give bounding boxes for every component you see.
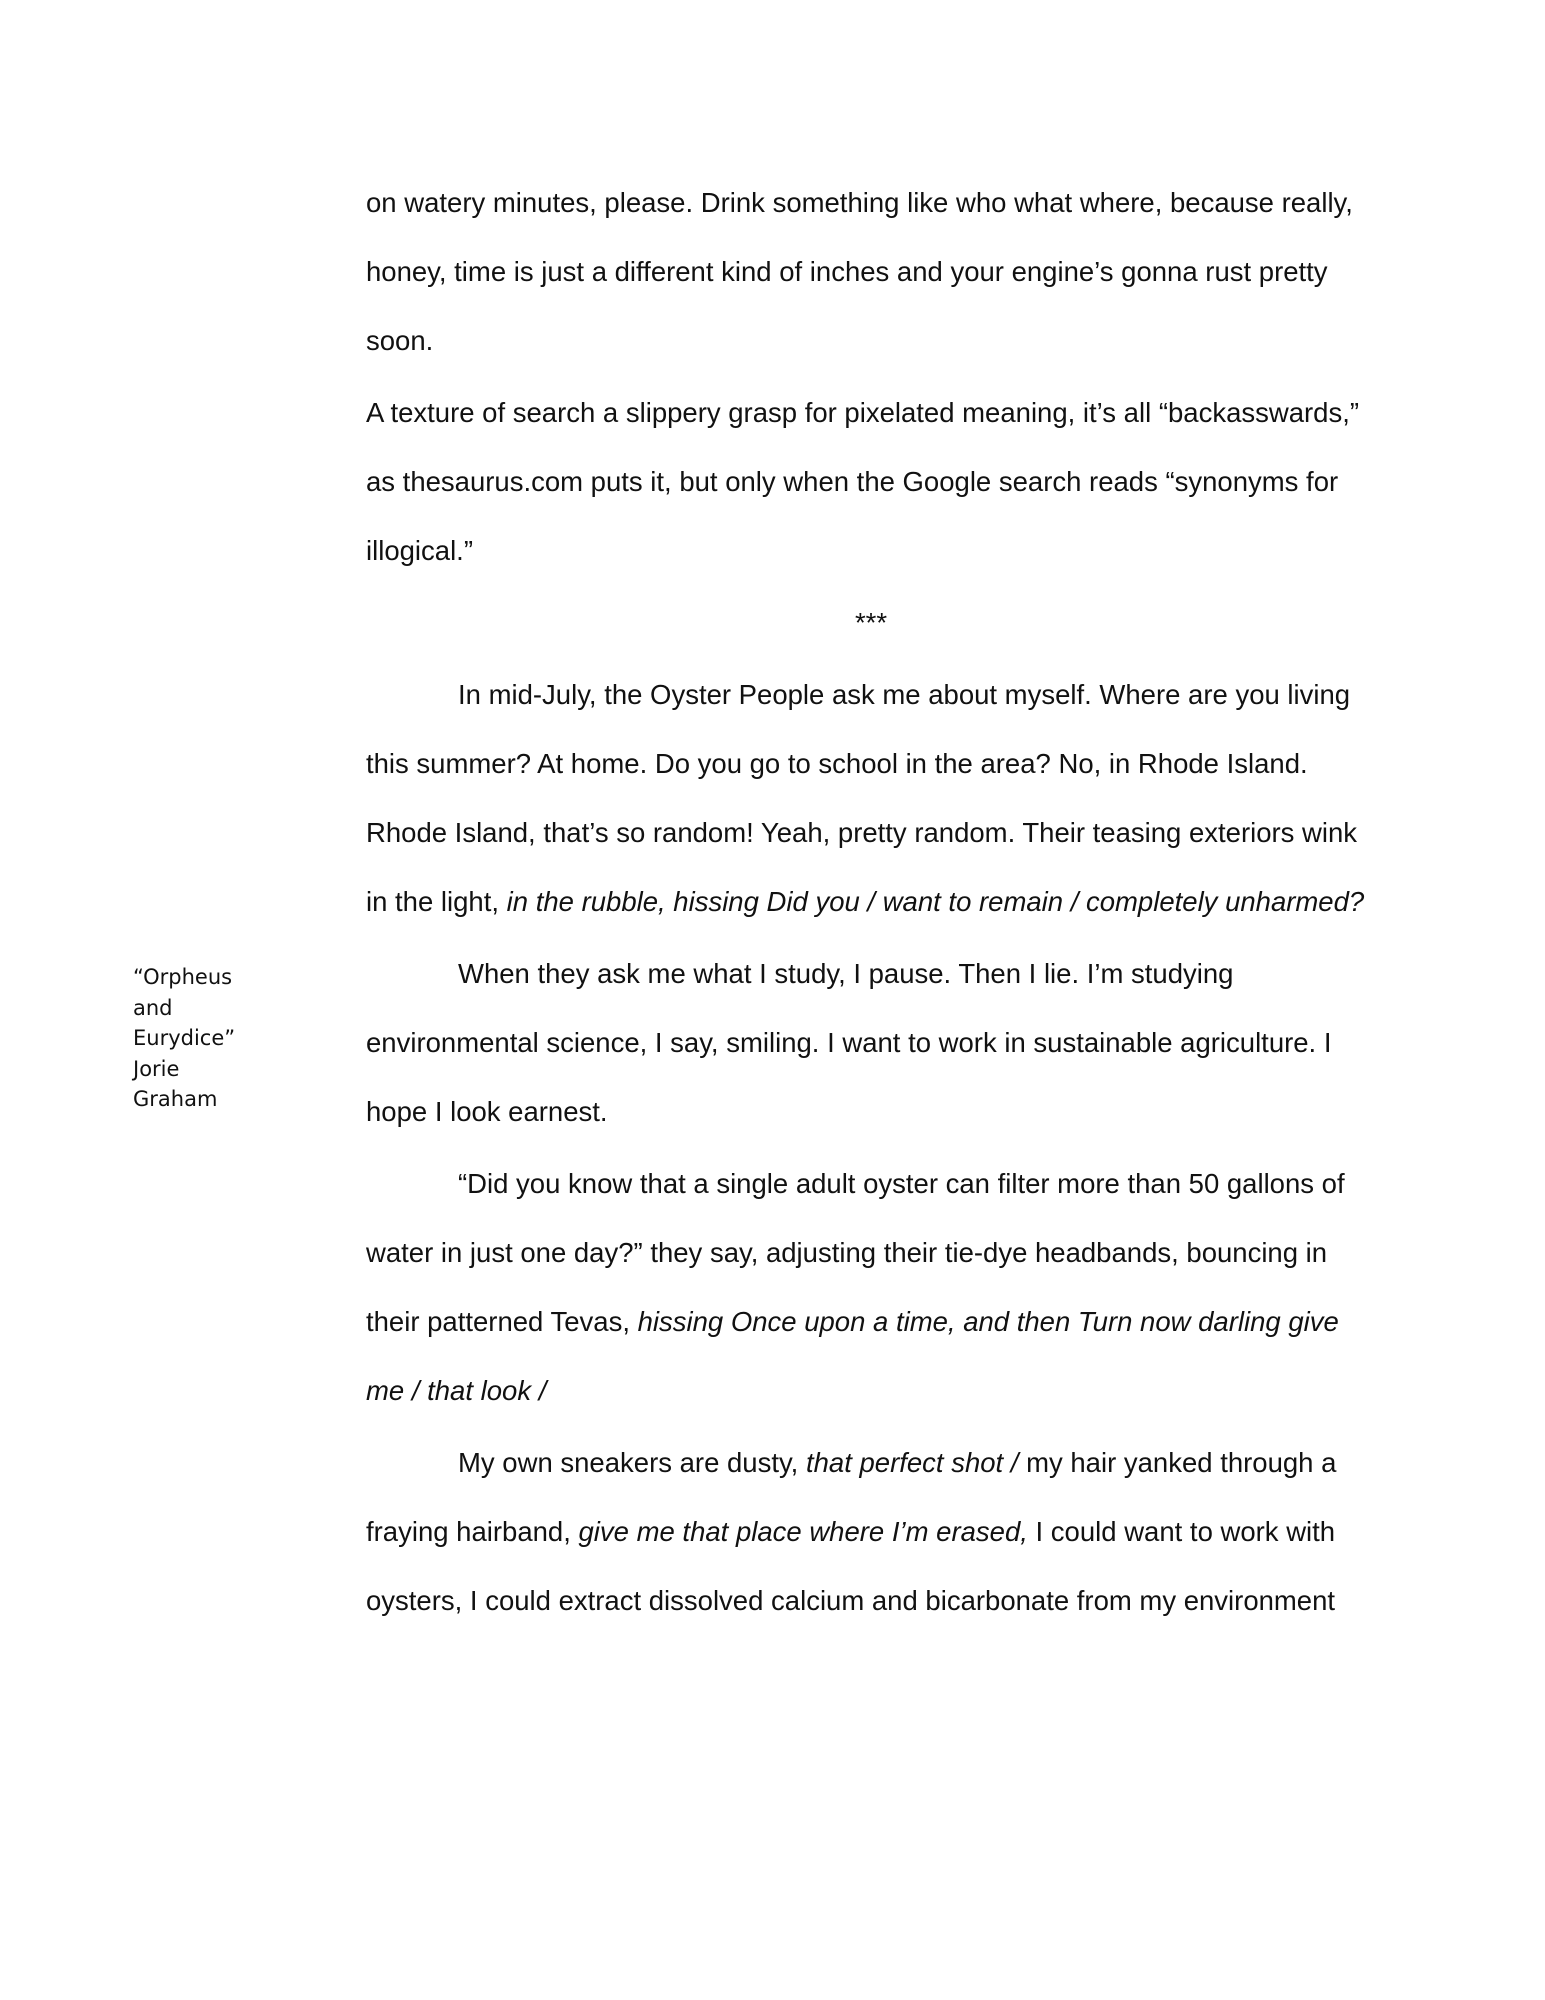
- paragraph-6-italic-d: give me that place where I’m erased,: [578, 1516, 1028, 1547]
- paragraph-5-text: “Did you know that a single adult oyster can filter more than 50 gallons of water in just one day?” they say, adjusting their tie-dye headbands, bouncing in their patterned Tevas,: [366, 1168, 1345, 1337]
- paragraph-6-text-a: My own sneakers are dusty,: [458, 1447, 806, 1478]
- margin-note-line: Jorie: [133, 1056, 180, 1081]
- margin-note-line: Eurydice”: [133, 1026, 236, 1050]
- margin-note-line: Graham: [133, 1087, 218, 1111]
- paragraph-2: A texture of search a slippery grasp for pixelated meaning, it’s all “backasswards,” as thesaurus.com puts it, but only when the Google search reads “synonyms for illogical.”: [366, 397, 1360, 566]
- paragraph-3-text: In mid-July, the Oyster People ask me about myself. Where are you living this summer? At home. Do you go to school in the area? No, in Rhode Island. Rhode Island, that’s so random! Yeah, pretty random. Their teasing exteriors wink in the light,: [366, 679, 1358, 917]
- margin-note: [133, 962, 273, 1115]
- margin-note-line: “Orpheus: [133, 965, 233, 989]
- paragraph-6-italic-b: that perfect shot /: [805, 1447, 1019, 1478]
- paragraph-5-italic: hissing Once upon a time, and then Turn now darling give me / that look /: [366, 1306, 1339, 1406]
- paragraph-6-text-c: my hair yanked through a fraying hairband,: [366, 1447, 1337, 1547]
- paragraph-4: When they ask me what I study, I pause. Then I lie. I’m studying environmental science, I say, smiling. I want to work in sustainable agriculture. I hope I look earnest.: [366, 958, 1332, 1127]
- body-text: [366, 168, 1376, 1638]
- paragraph-3: [366, 660, 1376, 936]
- paragraph-5: [366, 1149, 1376, 1425]
- paragraph-3-italic: in the rubble, hissing Did you / want to remain / completely unharmed?: [506, 886, 1365, 917]
- paragraph-6: [366, 1428, 1376, 1635]
- paragraph-6-text-e: I could want to work with oysters, I could extract dissolved calcium and bicarbonate from my environment: [366, 1516, 1336, 1616]
- paragraph-1: on watery minutes, please. Drink something like who what where, because really, honey, time is just a different kind of inches and your engine’s gonna rust pretty soon.: [366, 187, 1353, 356]
- section-separator: ***: [854, 607, 888, 638]
- margin-note-line: and: [133, 995, 173, 1020]
